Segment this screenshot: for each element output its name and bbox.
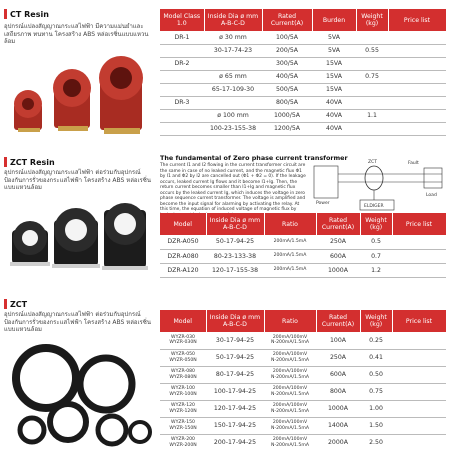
cell-dia: 100-23-155-38	[204, 122, 262, 135]
cell-model: WYZR-100 WYZR-100N	[160, 383, 206, 400]
table-row	[160, 417, 446, 434]
cell-ratio: 200mA/100mV N-200mA/1.5mA	[264, 349, 316, 366]
cell-weight	[356, 122, 388, 135]
cell-burden: 5VA	[312, 44, 356, 57]
cell-model: WYZR-050 WYZR-050N	[160, 349, 206, 366]
table-header-row	[160, 213, 446, 235]
cell-rated: 500/5A	[262, 83, 312, 96]
cell-weight	[356, 57, 388, 70]
cell-price	[392, 417, 446, 434]
zero-phase-title: The fundamental of Zero phase current transformer	[160, 154, 348, 162]
zct-resin-photo	[8, 200, 148, 280]
cell-model: DR-2	[160, 57, 204, 70]
table-row	[160, 31, 446, 44]
cell-dia	[204, 96, 262, 109]
col-header: Price list	[392, 213, 446, 235]
table-row	[160, 109, 446, 122]
col-header: Ratio	[264, 310, 316, 332]
table-row	[160, 249, 446, 263]
table-row	[160, 349, 446, 366]
table-row	[160, 96, 446, 109]
cell-dia: 100-17-94-25	[206, 383, 264, 400]
cell-price	[388, 31, 446, 44]
col-header: Rated Current(A)	[316, 213, 360, 235]
cell-burden: 15VA	[312, 70, 356, 83]
accent-bar	[4, 157, 7, 167]
zct-medium-ring	[52, 208, 100, 268]
cell-dia	[204, 57, 262, 70]
table-header-row	[160, 310, 446, 332]
table-header-row	[160, 9, 446, 31]
col-header: Price list	[392, 310, 446, 332]
cell-price	[392, 235, 446, 249]
cell-rated: 600A	[316, 249, 360, 263]
cell-weight: 1.2	[360, 263, 392, 277]
section-title-zct	[4, 298, 27, 310]
load-label: Load	[426, 193, 437, 198]
cell-rated: 200/5A	[262, 44, 312, 57]
cell-dia: 50-17-94-25	[206, 349, 264, 366]
cell-weight: 1.00	[360, 400, 392, 417]
cell-weight	[356, 96, 388, 109]
cell-model	[160, 83, 204, 96]
cell-price	[392, 263, 446, 277]
cell-ratio: 200mA/100mV N-200mA/1.5mA	[264, 434, 316, 450]
cell-rated: 800A	[316, 383, 360, 400]
cell-model	[160, 109, 204, 122]
cell-ratio: 200mA/1.5mA	[264, 249, 316, 263]
cell-model: DR-3	[160, 96, 204, 109]
zero-phase-diagram	[312, 156, 446, 216]
load-box	[424, 168, 442, 188]
cell-price	[388, 44, 446, 57]
cell-rated: 2000A	[316, 434, 360, 450]
cell-burden: 40VA	[312, 122, 356, 135]
cell-ratio: 200mA/100mV N-200mA/1.5mA	[264, 400, 316, 417]
cell-weight: 2.50	[360, 434, 392, 450]
cell-price	[388, 96, 446, 109]
cell-weight: 0.25	[360, 332, 392, 349]
table-row	[160, 366, 446, 383]
ct-small-ring	[14, 90, 42, 132]
cell-price	[388, 83, 446, 96]
table-row	[160, 263, 446, 277]
zct-large-ring	[102, 203, 148, 270]
col-header: Model Class 1.0	[160, 9, 204, 31]
cell-ratio: 200mA/100mV N-200mA/1.5mA	[264, 332, 316, 349]
cell-model: DZR-A080	[160, 249, 206, 263]
cell-weight: 0.7	[360, 249, 392, 263]
col-header: Weight (kg)	[360, 310, 392, 332]
cell-ratio: 200mA/100mV N-200mA/1.5mA	[264, 417, 316, 434]
zct-rings-group	[16, 348, 150, 444]
cell-rated: 600A	[316, 366, 360, 383]
cell-weight: 1.1	[356, 109, 388, 122]
table-row	[160, 383, 446, 400]
col-header: Rated Current(A)	[316, 310, 360, 332]
table-row	[160, 434, 446, 450]
col-header: Inside Dia ø mm A-B-C-D	[206, 213, 264, 235]
cell-rated: 1200/5A	[262, 122, 312, 135]
cell-ratio: 200mA/100mV N-200mA/1.5mA	[264, 366, 316, 383]
accent-bar	[4, 299, 7, 309]
cell-rated: 300/5A	[262, 57, 312, 70]
ct-description: อุปกรณ์แปลงสัญญาณกระแสไฟฟ้า มีความแม่นยำและเสถียรภาพ ทนทาน โครงสร้าง ABS หล่อเรซิ่นแบบแหวนล้อม	[4, 23, 149, 46]
cell-dia: 30-17-74-23	[204, 44, 262, 57]
cell-weight: 1.50	[360, 417, 392, 434]
cell-rated: 250A	[316, 349, 360, 366]
cell-rated: 100/5A	[262, 31, 312, 44]
cell-dia: ø 30 mm	[204, 31, 262, 44]
col-header: Inside Dia ø mm A-B-C-D	[206, 310, 264, 332]
cell-burden: 15VA	[312, 57, 356, 70]
cell-weight: 0.75	[360, 383, 392, 400]
cell-price	[392, 383, 446, 400]
cell-ratio: 200mA/1.5mA	[264, 263, 316, 277]
zero-phase-text: The current I1 and I2 flowing in the current transformer circuit are the same in case of no leaked current, and the magnetic flux Φ1 by I1 and Φ2 by I2 are cancelled out (Φ1 + Φ2 = 0). If the leakage occurs, leaked current Ig flows and it become I1+Ig. Then, the return current becomes smaller than I1+Ig and magnetic flux occurs by the leaked current Ig, which induces the voltage in zero phase sequence current transformer. The voltage is amplified and become the input signal for alarming by activating the relay. At this time, the equation of induced voltage of magnetic flux by	[160, 163, 306, 212]
cell-model: WYZR-120 WYZR-120N	[160, 400, 206, 417]
cell-price	[392, 434, 446, 450]
col-header: Inside Dia ø mm A-B-C-D	[204, 9, 262, 31]
power-source-box	[314, 166, 338, 198]
eldiger-label: ELDIGER	[364, 204, 384, 209]
ct-large-ring	[99, 56, 143, 134]
cell-model: WYZR-080 WYZR-080N	[160, 366, 206, 383]
section-title-zct-resin	[4, 156, 55, 168]
cell-weight: 0.75	[356, 70, 388, 83]
cell-ratio: 200mA/1.5mA	[264, 235, 316, 249]
col-header: Rated Current(A)	[262, 9, 312, 31]
col-header: Ratio	[264, 213, 316, 235]
cell-price	[392, 366, 446, 383]
col-header: Model	[160, 213, 206, 235]
section-title-text: ZCT	[10, 299, 28, 309]
cell-dia: ø 65 mm	[204, 70, 262, 83]
cell-model: DZR-A120	[160, 263, 206, 277]
zct-label: ZCT	[368, 160, 377, 165]
zct-ring-symbol	[365, 166, 383, 190]
table-row	[160, 400, 446, 417]
accent-bar	[4, 9, 7, 19]
ct-resin-table	[160, 9, 447, 136]
cell-price	[392, 349, 446, 366]
cell-weight: 0.50	[360, 366, 392, 383]
cell-model: WYZR-200 WYZR-200N	[160, 434, 206, 450]
cell-price	[388, 57, 446, 70]
zct-resin-description: อุปกรณ์แปลงสัญญาณกระแสไฟฟ้า ต่อร่วมกับอุปกรณ์ป้องกันการรั่วของกระแสไฟฟ้า โครงสร้าง ABS หล่อเรซิ่นแบบแหวนล้อม	[4, 169, 151, 192]
col-header: Weight (kg)	[360, 213, 392, 235]
cell-rated: 250A	[316, 235, 360, 249]
zct-resin-table	[160, 213, 447, 278]
section-title-text: ZCT Resin	[10, 157, 55, 167]
cell-weight: 0.55	[356, 44, 388, 57]
cell-rated: 800/5A	[262, 96, 312, 109]
cell-model	[160, 70, 204, 83]
table-row	[160, 57, 446, 70]
cell-weight: 0.41	[360, 349, 392, 366]
cell-rated: 1000A	[316, 263, 360, 277]
section-title-ct-resin	[4, 8, 49, 20]
zct-photo	[8, 338, 156, 450]
cell-dia: 120-17-155-38	[206, 263, 264, 277]
zct-table	[160, 310, 447, 450]
cell-rated: 1000A	[316, 400, 360, 417]
cell-dia: 80-23-133-38	[206, 249, 264, 263]
cell-dia: 120-17-94-25	[206, 400, 264, 417]
cell-model: WYZR-150 WYZR-150N	[160, 417, 206, 434]
cell-rated: 1000/5A	[262, 109, 312, 122]
cell-model: WYZR-030 WYZR-030N	[160, 332, 206, 349]
cell-dia: 50-17-94-25	[206, 235, 264, 249]
section-title-text: CT Resin	[10, 9, 49, 19]
cell-rated: 400/5A	[262, 70, 312, 83]
col-header: Model	[160, 310, 206, 332]
table-row	[160, 235, 446, 249]
cell-dia: 80-17-94-25	[206, 366, 264, 383]
cell-price	[388, 109, 446, 122]
cell-burden: 5VA	[312, 31, 356, 44]
cell-dia: 65-17-109-30	[204, 83, 262, 96]
table-row	[160, 70, 446, 83]
zct-small-ring	[10, 221, 50, 266]
table-row	[160, 122, 446, 135]
cell-dia: ø 100 mm	[204, 109, 262, 122]
cell-rated: 100A	[316, 332, 360, 349]
cell-dia: 200-17-94-25	[206, 434, 264, 450]
zct-description: อุปกรณ์แปลงสัญญาณกระแสไฟฟ้า ต่อร่วมกับอุปกรณ์ป้องกันการรั่วของกระแสไฟฟ้า โครงสร้าง ABS หล่อเรซิ่นแบบแหวนล้อม	[4, 311, 151, 334]
cell-model	[160, 122, 204, 135]
cell-dia: 150-17-94-25	[206, 417, 264, 434]
cell-burden: 15VA	[312, 83, 356, 96]
cell-dia: 30-17-94-25	[206, 332, 264, 349]
cell-price	[388, 122, 446, 135]
cell-model	[160, 44, 204, 57]
cell-weight	[356, 83, 388, 96]
cell-price	[388, 70, 446, 83]
col-header: Weight (kg)	[356, 9, 388, 31]
cell-weight: 0.5	[360, 235, 392, 249]
cell-burden: 40VA	[312, 96, 356, 109]
cell-price	[392, 332, 446, 349]
cell-model: DR-1	[160, 31, 204, 44]
ct-resin-photo	[6, 52, 148, 142]
table-row	[160, 83, 446, 96]
cell-rated: 1400A	[316, 417, 360, 434]
ct-medium-ring	[53, 69, 91, 131]
col-header: Price list	[388, 9, 446, 31]
cell-price	[392, 249, 446, 263]
table-row	[160, 332, 446, 349]
power-label: Power	[316, 201, 330, 206]
cell-ratio: 200mA/100mV N-200mA/1.5mA	[264, 383, 316, 400]
col-header: Burden	[312, 9, 356, 31]
table-row	[160, 44, 446, 57]
cell-model: DZR-A050	[160, 235, 206, 249]
cell-burden: 40VA	[312, 109, 356, 122]
cell-weight	[356, 31, 388, 44]
cell-price	[392, 400, 446, 417]
fault-label: Fault	[408, 161, 419, 166]
